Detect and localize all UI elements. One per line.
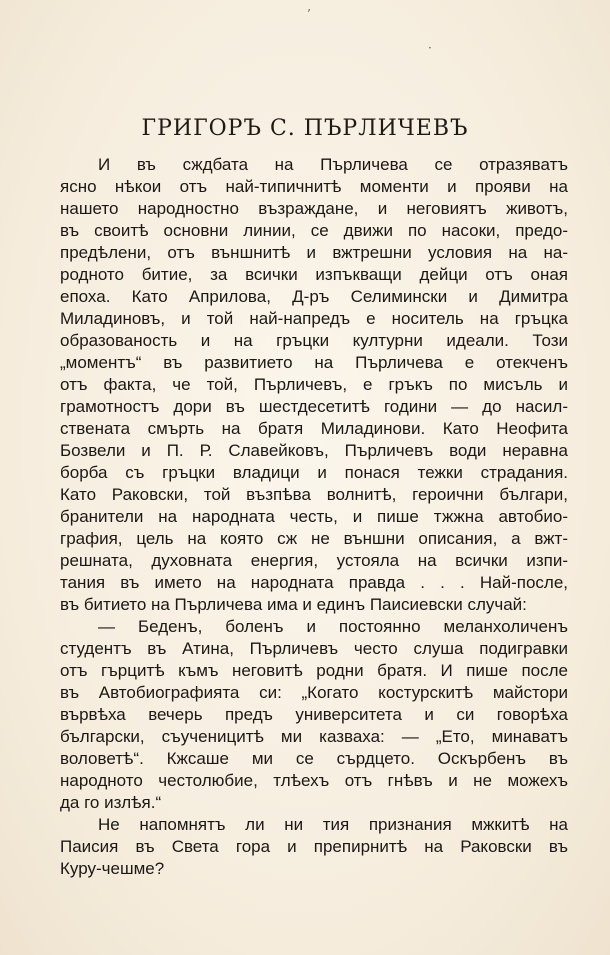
text-line: Като Раковски, той възпѣва волнитѣ, героични българи, xyxy=(60,485,568,504)
text-line: — Беденъ, боленъ и постоянно меланхоличенъ xyxy=(98,617,568,636)
print-speck: · xyxy=(428,41,432,55)
text-line: тания въ името на народната правда . . . Най-после, xyxy=(60,573,568,592)
page-title: ГРИГОРЪ С. ПЪРЛИЧЕВЪ xyxy=(141,116,469,141)
paragraph-3 xyxy=(60,814,568,880)
text-line: грамотностъ дори въ шестдесетитѣ години — до насил- xyxy=(60,397,568,416)
text-line: образованость и на гръцки културни идеали. Този xyxy=(60,331,568,350)
print-speck: ’ xyxy=(307,7,311,21)
text-line: воловетѣ“. Кжсаше ми се сърдцето. Оскърбенъ въ xyxy=(60,749,568,768)
paragraph-1 xyxy=(60,154,568,616)
text-line: български, съученицитѣ ми казваха: — „Ето, минаватъ xyxy=(60,727,568,746)
text-line: предѣлени, отъ външнитѣ и вжтрешни условия на на- xyxy=(60,243,568,262)
text-line: ствената смърть на братя Миладинови. Като Неофита xyxy=(60,419,568,438)
text-line: родното битие, за всички изпъкващи дейци отъ оная xyxy=(60,265,568,284)
text-line: Куру-чешме? xyxy=(60,859,165,878)
text-line: въ своитѣ основни линии, се движи по насоки, предо- xyxy=(60,221,568,240)
text-line: Миладиновъ, и той най-напредъ е носитель на гръцка xyxy=(60,309,568,328)
text-line: отъ факта, че той, Пърличевъ, е гръкъ по мисъль и xyxy=(60,375,568,394)
text-line: Паисия въ Света гора и препирнитѣ на Раковски въ xyxy=(60,837,568,856)
article-body xyxy=(60,154,568,880)
text-line: нашето народностно възраждане, и неговиятъ животъ, xyxy=(60,199,568,218)
text-line: графия, цель на която сж не външни описания, а вжт- xyxy=(60,529,568,548)
text-line: решната, духовната енергия, устояла на всички изпи- xyxy=(60,551,568,570)
text-line: И въ сждбата на Пърличева се отразяватъ xyxy=(98,155,568,174)
text-line: отъ гърцитѣ къмъ неговитѣ родни братя. И пише после xyxy=(60,661,568,680)
text-line: Не напомнятъ ли ни тия признания мжкитѣ на xyxy=(98,815,568,834)
text-line: въ битието на Пърличева има и единъ Паисиевски случай: xyxy=(60,595,527,614)
text-line: Бозвели и П. Р. Славейковъ, Пърличевъ води неравна xyxy=(60,441,568,460)
text-line: въ Автобиографията си: „Когато костурскитѣ майстори xyxy=(60,683,568,702)
text-line: епоха. Като Априлова, Д-ръ Селимински и Димитра xyxy=(60,287,568,306)
text-line: „моментъ“ въ развитието на Пърличева е отекченъ xyxy=(60,353,568,372)
text-line: вървѣха вечерь предъ университета и си говорѣха xyxy=(60,705,568,724)
text-line: ясно нѣкои отъ най-типичнитѣ моменти и прояви на xyxy=(60,177,568,196)
text-line: борба съ гръцки владици и понася тежки страдания. xyxy=(60,463,568,482)
text-line: бранители на народната честь, и пише тжжна автобио- xyxy=(60,507,568,526)
paragraph-2 xyxy=(60,616,568,814)
text-line: народното честолюбие, тлѣехъ отъ гнѣвъ и не можехъ xyxy=(60,771,568,790)
text-line: да го излѣя.“ xyxy=(60,793,162,812)
text-line: студентъ въ Атина, Пърличевъ често слуша подигравки xyxy=(60,639,568,658)
